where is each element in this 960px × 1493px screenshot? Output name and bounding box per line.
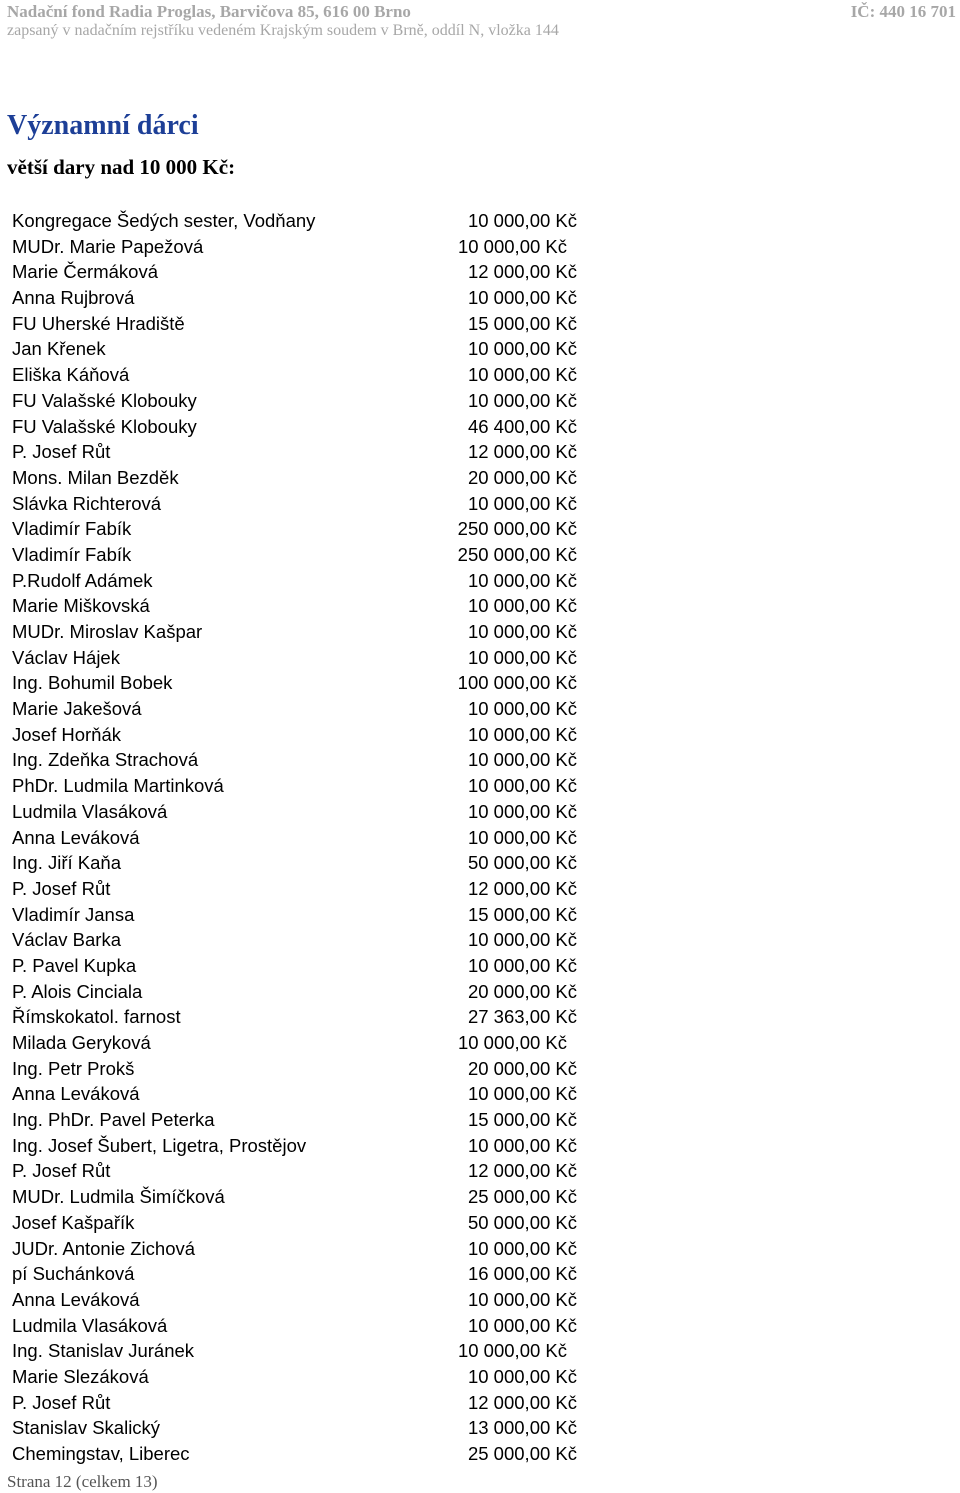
donation-amount: 50 000,00 Kč [467,1211,577,1233]
donor-row [0,850,960,876]
donor-row [0,876,960,902]
donation-amount: 15 000,00 Kč [467,903,577,925]
donation-amount: 10 000,00 Kč [467,569,577,591]
donation-amount: 16 000,00 Kč [467,1263,577,1285]
donor-name: Ludmila Vlasáková [12,800,168,822]
donor-name: Eliška Káňová [12,364,130,386]
donor-row [0,1158,960,1184]
donation-amount: 10 000,00 Kč [467,492,577,514]
donor-row [0,208,960,234]
donor-name: Milada Geryková [12,1032,151,1053]
page-footer: Strana 12 (celkem 13) [7,1472,158,1491]
donor-name: Ing. PhDr. Pavel Peterka [12,1109,215,1131]
donation-amount: 50 000,00 Kč [467,852,577,874]
donation-amount: 10 000,00 Kč [467,1083,577,1105]
donor-name: P. Josef Růt [12,1160,111,1182]
donor-row [0,568,960,594]
donation-amount: 20 000,00 Kč [467,1057,577,1079]
donation-amount: 250 000,00 Kč [457,518,577,540]
donor-name: Vladimír Fabík [12,543,132,565]
donor-row [0,491,960,517]
donation-amount: 10 000,00 Kč [467,775,577,797]
donor-row [0,1030,960,1056]
donor-row [0,362,960,388]
donor-name: Ing. Josef Šubert, Ligetra, Prostějov [12,1134,307,1156]
donor-name: Slávka Richterová [12,492,162,514]
donor-name: Vladimír Jansa [12,903,135,925]
donation-amount: 10 000,00 Kč [467,364,577,386]
donation-amount: 10 000,00 Kč [457,1032,567,1053]
donor-name: PhDr. Ludmila Martinková [12,775,224,797]
donor-row [0,1184,960,1210]
page-title: Významní dárci [7,110,199,141]
donor-name: Anna Leváková [12,826,140,848]
donation-amount: 10 000,00 Kč [467,646,577,668]
donor-name: Ing. Stanislav Juránek [12,1340,195,1362]
donation-amount: 15 000,00 Kč [467,1109,577,1131]
donor-row [0,259,960,285]
donation-amount: 10 000,00 Kč [467,749,577,771]
donor-name: P.Rudolf Adámek [12,569,153,591]
donor-name: Kongregace Šedých sester, Vodňany [12,210,316,231]
donor-row [0,773,960,799]
donor-name: Václav Hájek [12,646,120,668]
donation-amount: 10 000,00 Kč [467,621,577,642]
donor-row [0,1081,960,1107]
donor-row [0,336,960,362]
donor-name: P. Josef Růt [12,441,111,463]
donor-row [0,927,960,953]
donation-amount: 20 000,00 Kč [467,466,577,488]
donation-amount: 10 000,00 Kč [467,210,577,231]
donor-row [0,1313,960,1339]
donation-amount: 25 000,00 Kč [467,1443,577,1464]
donor-name: Josef Horňák [12,723,121,745]
donor-name: Marie Čermáková [12,261,158,283]
donor-name: Marie Jakešová [12,698,142,720]
donation-amount: 100 000,00 Kč [457,672,577,694]
donor-row [0,619,960,645]
donor-row [0,388,960,414]
donor-row [0,414,960,440]
donor-row [0,953,960,979]
donation-amount: 10 000,00 Kč [467,1134,577,1156]
donor-name: Mons. Milan Bezděk [12,466,179,488]
donation-amount: 12 000,00 Kč [467,1160,577,1182]
donor-row [0,1056,960,1082]
donation-amount: 10 000,00 Kč [467,826,577,848]
donor-row [0,311,960,337]
donor-row [0,1107,960,1133]
donor-name: Římskokatol. farnost [12,1006,181,1028]
donation-amount: 250 000,00 Kč [457,543,577,565]
donation-amount: 13 000,00 Kč [467,1417,577,1439]
donor-row [0,1441,960,1467]
donor-name: Jan Křenek [12,338,106,360]
donation-amount: 10 000,00 Kč [467,287,577,309]
donation-amount: 25 000,00 Kč [467,1186,577,1208]
donation-amount: 46 400,00 Kč [467,415,577,437]
donor-row [0,645,960,671]
donor-row [0,234,960,260]
donation-amount: 10 000,00 Kč [467,595,577,617]
donor-row [0,1287,960,1313]
donor-row [0,1210,960,1236]
donor-row [0,593,960,619]
donor-name: Ing. Petr Prokš [12,1057,135,1079]
donor-row [0,1415,960,1441]
donation-amount: 10 000,00 Kč [467,929,577,951]
donation-amount: 10 000,00 Kč [467,1288,577,1310]
donor-name: MUDr. Ludmila Šimíčková [12,1186,225,1208]
company-id: IČ: 440 16 701 [850,2,956,21]
donation-amount: 10 000,00 Kč [457,235,567,257]
donation-amount: 10 000,00 Kč [467,954,577,976]
registration-note: zapsaný v nadačním rejstříku vedeném Krajským soudem v Brně, oddíl N, vložka 144 [7,22,559,39]
donor-row [0,1236,960,1262]
donor-row [0,747,960,773]
donation-amount: 10 000,00 Kč [467,800,577,822]
donor-name: MUDr. Marie Papežová [12,235,204,257]
donor-row [0,696,960,722]
donor-name: Václav Barka [12,929,121,951]
donation-amount: 10 000,00 Kč [467,389,577,411]
donation-amount: 10 000,00 Kč [467,698,577,720]
organization-name: Nadační fond Radia Proglas, Barvičova 85, 616 00 Brno [7,2,411,21]
donor-name: pí Suchánková [12,1263,135,1285]
donation-amount: 12 000,00 Kč [467,261,577,283]
donor-name: Ing. Jiří Kaňa [12,852,122,874]
donor-row [0,1390,960,1416]
donation-amount: 10 000,00 Kč [467,1314,577,1336]
donation-amount: 10 000,00 Kč [457,1340,567,1362]
donation-amount: 10 000,00 Kč [467,1365,577,1387]
donor-row [0,670,960,696]
donor-name: P. Josef Růt [12,1391,111,1413]
donor-row [0,439,960,465]
donation-amount: 12 000,00 Kč [467,1391,577,1413]
donation-amount: 27 363,00 Kč [467,1006,577,1028]
donor-name: Ing. Zdeňka Strachová [12,749,199,771]
donation-amount: 15 000,00 Kč [467,312,577,334]
donor-row [0,825,960,851]
donor-row [0,1004,960,1030]
donor-name: Vladimír Fabík [12,518,132,540]
donor-row [0,979,960,1005]
donor-name: MUDr. Miroslav Kašpar [12,621,203,642]
donor-name: Anna Leváková [12,1288,140,1310]
donation-amount: 12 000,00 Kč [467,441,577,463]
page-subtitle: větší dary nad 10 000 Kč: [7,155,236,179]
donation-amount: 20 000,00 Kč [467,980,577,1002]
donor-row [0,1364,960,1390]
donor-name: Stanislav Skalický [12,1417,161,1439]
donor-name: P. Josef Růt [12,877,111,899]
donor-row [0,1338,960,1364]
donor-row [0,799,960,825]
donor-row [0,285,960,311]
donor-name: P. Pavel Kupka [12,954,137,976]
donor-name: FU Uherské Hradiště [12,312,185,334]
donation-amount: 10 000,00 Kč [467,1237,577,1259]
donor-row [0,516,960,542]
donor-row [0,1133,960,1159]
donation-amount: 10 000,00 Kč [467,338,577,360]
donor-name: Chemingstav, Liberec [12,1443,190,1464]
donor-name: Josef Kašpařík [12,1211,135,1233]
donor-row [0,1261,960,1287]
donor-name: Anna Leváková [12,1083,140,1105]
donor-name: Ing. Bohumil Bobek [12,672,173,694]
donor-name: Ludmila Vlasáková [12,1314,168,1336]
donor-name: Anna Rujbrová [12,287,135,309]
donor-row [0,542,960,568]
donor-name: P. Alois Cinciala [12,980,143,1002]
donor-name: JUDr. Antonie Zichová [12,1237,196,1259]
donor-list [0,208,960,1467]
donation-amount: 10 000,00 Kč [467,723,577,745]
donor-row [0,902,960,928]
donor-name: FU Valašské Klobouky [12,415,197,437]
donor-name: Marie Slezáková [12,1365,149,1387]
donor-row [0,722,960,748]
donor-name: Marie Miškovská [12,595,150,617]
donor-name: FU Valašské Klobouky [12,389,197,411]
donor-row [0,465,960,491]
donation-amount: 12 000,00 Kč [467,877,577,899]
